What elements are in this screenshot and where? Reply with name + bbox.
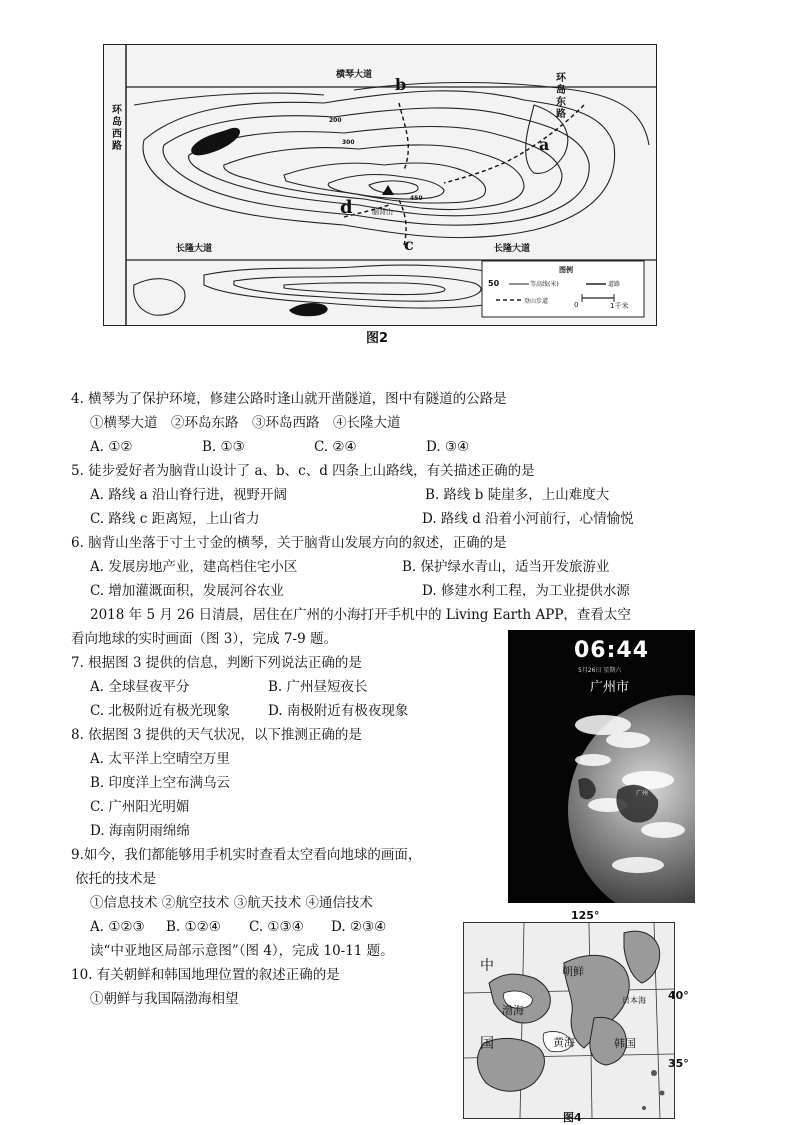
q9-stem2: 依托的技术是 <box>75 871 156 887</box>
q4-option-b: B. ①③ <box>202 439 245 455</box>
q9-option-d: D. ②③④ <box>331 919 387 935</box>
label-contour-200: 200 <box>329 117 342 124</box>
q7-option-b: B. 广州昼短夜长 <box>268 679 368 695</box>
q5-option-a: A. 路线 a 沿山脊行进，视野开阔 <box>90 487 287 503</box>
q9-stem: 9.如今，我们都能够用手机实时查看太空看向地球的画面， <box>71 847 422 863</box>
q10-stem: 10. 有关朝鲜和韩国地理位置的叙述正确的是 <box>71 967 340 983</box>
label-yellow-sea: 黄海 <box>553 1036 575 1049</box>
q4-items: ①横琴大道 ②环岛东路 ③环岛西路 ④长隆大道 <box>90 415 401 431</box>
q7-option-d: D. 南极附近有极夜现象 <box>268 703 409 719</box>
label-contour-450: 450 <box>410 195 423 202</box>
q8-option-d: D. 海南阴雨绵绵 <box>90 823 190 839</box>
phone-date: 5月26日 星期六 <box>578 667 622 674</box>
q5-option-c: C. 路线 c 距离短，上山省力 <box>90 511 260 527</box>
legend-title: 图例 <box>559 266 573 274</box>
q4-option-d: D. ③④ <box>426 439 470 455</box>
figure4-lon-125: 125° <box>571 909 600 922</box>
q4-stem: 4. 横琴为了保护环境，修建公路时逢山就开凿隧道，图中有隧道的公路是 <box>71 391 507 407</box>
q9-items: ①信息技术 ②航空技术 ③航天技术 ④通信技术 <box>90 895 373 911</box>
q8-option-b: B. 印度洋上空布满乌云 <box>90 775 231 791</box>
q6-option-d: D. 修建水利工程，为工业提供水源 <box>422 583 630 599</box>
legend-scale-1: 1千米 <box>610 302 629 310</box>
label-route-d: d <box>340 197 353 218</box>
east-asia-map-drawing <box>464 923 674 1118</box>
label-japan-sea: 日本海 <box>622 996 646 1005</box>
label-contour-300: 300 <box>342 139 355 146</box>
q8-stem: 8. 依据图 3 提供的天气状况，以下推测正确的是 <box>71 727 362 743</box>
label-hengqin-avenue: 横琴大道 <box>336 70 373 80</box>
q10-item1: ①朝鲜与我国隔渤海相望 <box>90 991 239 1007</box>
q9-option-a: A. ①②③ <box>90 919 145 935</box>
figure4-lat-40: 40° <box>668 989 689 1002</box>
label-china-2: 国 <box>480 1036 494 1052</box>
intro-7-9-line2: 看向地球的实时画面（图 3），完成 7-9 题。 <box>71 631 337 647</box>
label-route-a: a <box>539 135 550 154</box>
intro-10-11: 读“中亚地区局部示意图”（图 4），完成 10-11 题。 <box>90 943 394 959</box>
figure4-caption: 图4 <box>563 1111 582 1124</box>
label-north-korea: 朝鲜 <box>562 965 584 978</box>
q4-option-c: C. ②④ <box>314 439 357 455</box>
q6-option-b: B. 保护绿水青山，适当开发旅游业 <box>402 559 610 575</box>
q4-option-a: A. ①② <box>90 439 133 455</box>
q5-option-d: D. 路线 d 沿着小河前行，心情愉悦 <box>422 511 634 527</box>
label-china-1: 中 <box>480 958 494 974</box>
q9-option-c: C. ①③④ <box>249 919 304 935</box>
label-huandao-east: 环岛东路 <box>556 73 566 120</box>
label-huandao-west: 环岛西路 <box>112 105 122 152</box>
q7-stem: 7. 根据图 3 提供的信息，判断下列说法正确的是 <box>71 655 362 671</box>
label-south-korea: 韩国 <box>614 1037 636 1050</box>
legend-contour-value: 50 <box>488 279 500 288</box>
label-changlong-right: 长隆大道 <box>494 244 531 254</box>
label-route-b: b <box>395 75 407 94</box>
q7-option-a: A. 全球昼夜平分 <box>90 679 190 695</box>
legend-scale-0: 0 <box>574 301 579 309</box>
q6-option-a: A. 发展房地产业，建高档住宅小区 <box>90 559 298 575</box>
label-peak-name: 脑背山 <box>372 208 393 216</box>
q8-option-c: C. 广州阳光明媚 <box>90 799 190 815</box>
topographic-map-drawing <box>104 45 656 325</box>
guangzhou-marker: 广州 <box>636 790 649 797</box>
q9-option-b: B. ①②④ <box>166 919 221 935</box>
q6-stem: 6. 脑背山坐落于寸土寸金的横琴，关于脑背山发展方向的叙述，正确的是 <box>71 535 507 551</box>
q5-option-b: B. 路线 b 陡崖多，上山难度大 <box>425 487 610 503</box>
q5-stem: 5. 徒步爱好者为脑背山设计了 a、b、c、d 四条上山路线，有关描述正确的是 <box>71 463 535 479</box>
earth-phone-figure3 <box>508 630 695 903</box>
legend-trail: 登山步道 <box>524 298 549 305</box>
label-bohai: 渤海 <box>502 1004 524 1017</box>
east-asia-map-figure4 <box>463 922 675 1119</box>
q7-option-c: C. 北极附近有极光现象 <box>90 703 230 719</box>
legend-contour: 等高线(米) <box>530 281 559 288</box>
legend-road: 道路 <box>608 281 621 288</box>
figure4-lat-35: 35° <box>668 1057 689 1070</box>
label-route-c: c <box>404 235 414 254</box>
q6-option-c: C. 增加灌溉面积，发展河谷农业 <box>90 583 284 599</box>
topographic-map-figure2 <box>103 44 657 326</box>
figure2-caption: 图2 <box>366 331 389 346</box>
phone-city: 广州市 <box>590 680 630 695</box>
intro-7-9-line1: 2018 年 5 月 26 日清晨，居住在广州的小海打开手机中的 Living Earth APP，查看太空 <box>90 607 631 623</box>
phone-time: 06:44 <box>574 638 650 663</box>
label-changlong-left: 长隆大道 <box>176 244 213 254</box>
q8-option-a: A. 太平洋上空晴空万里 <box>90 751 230 767</box>
